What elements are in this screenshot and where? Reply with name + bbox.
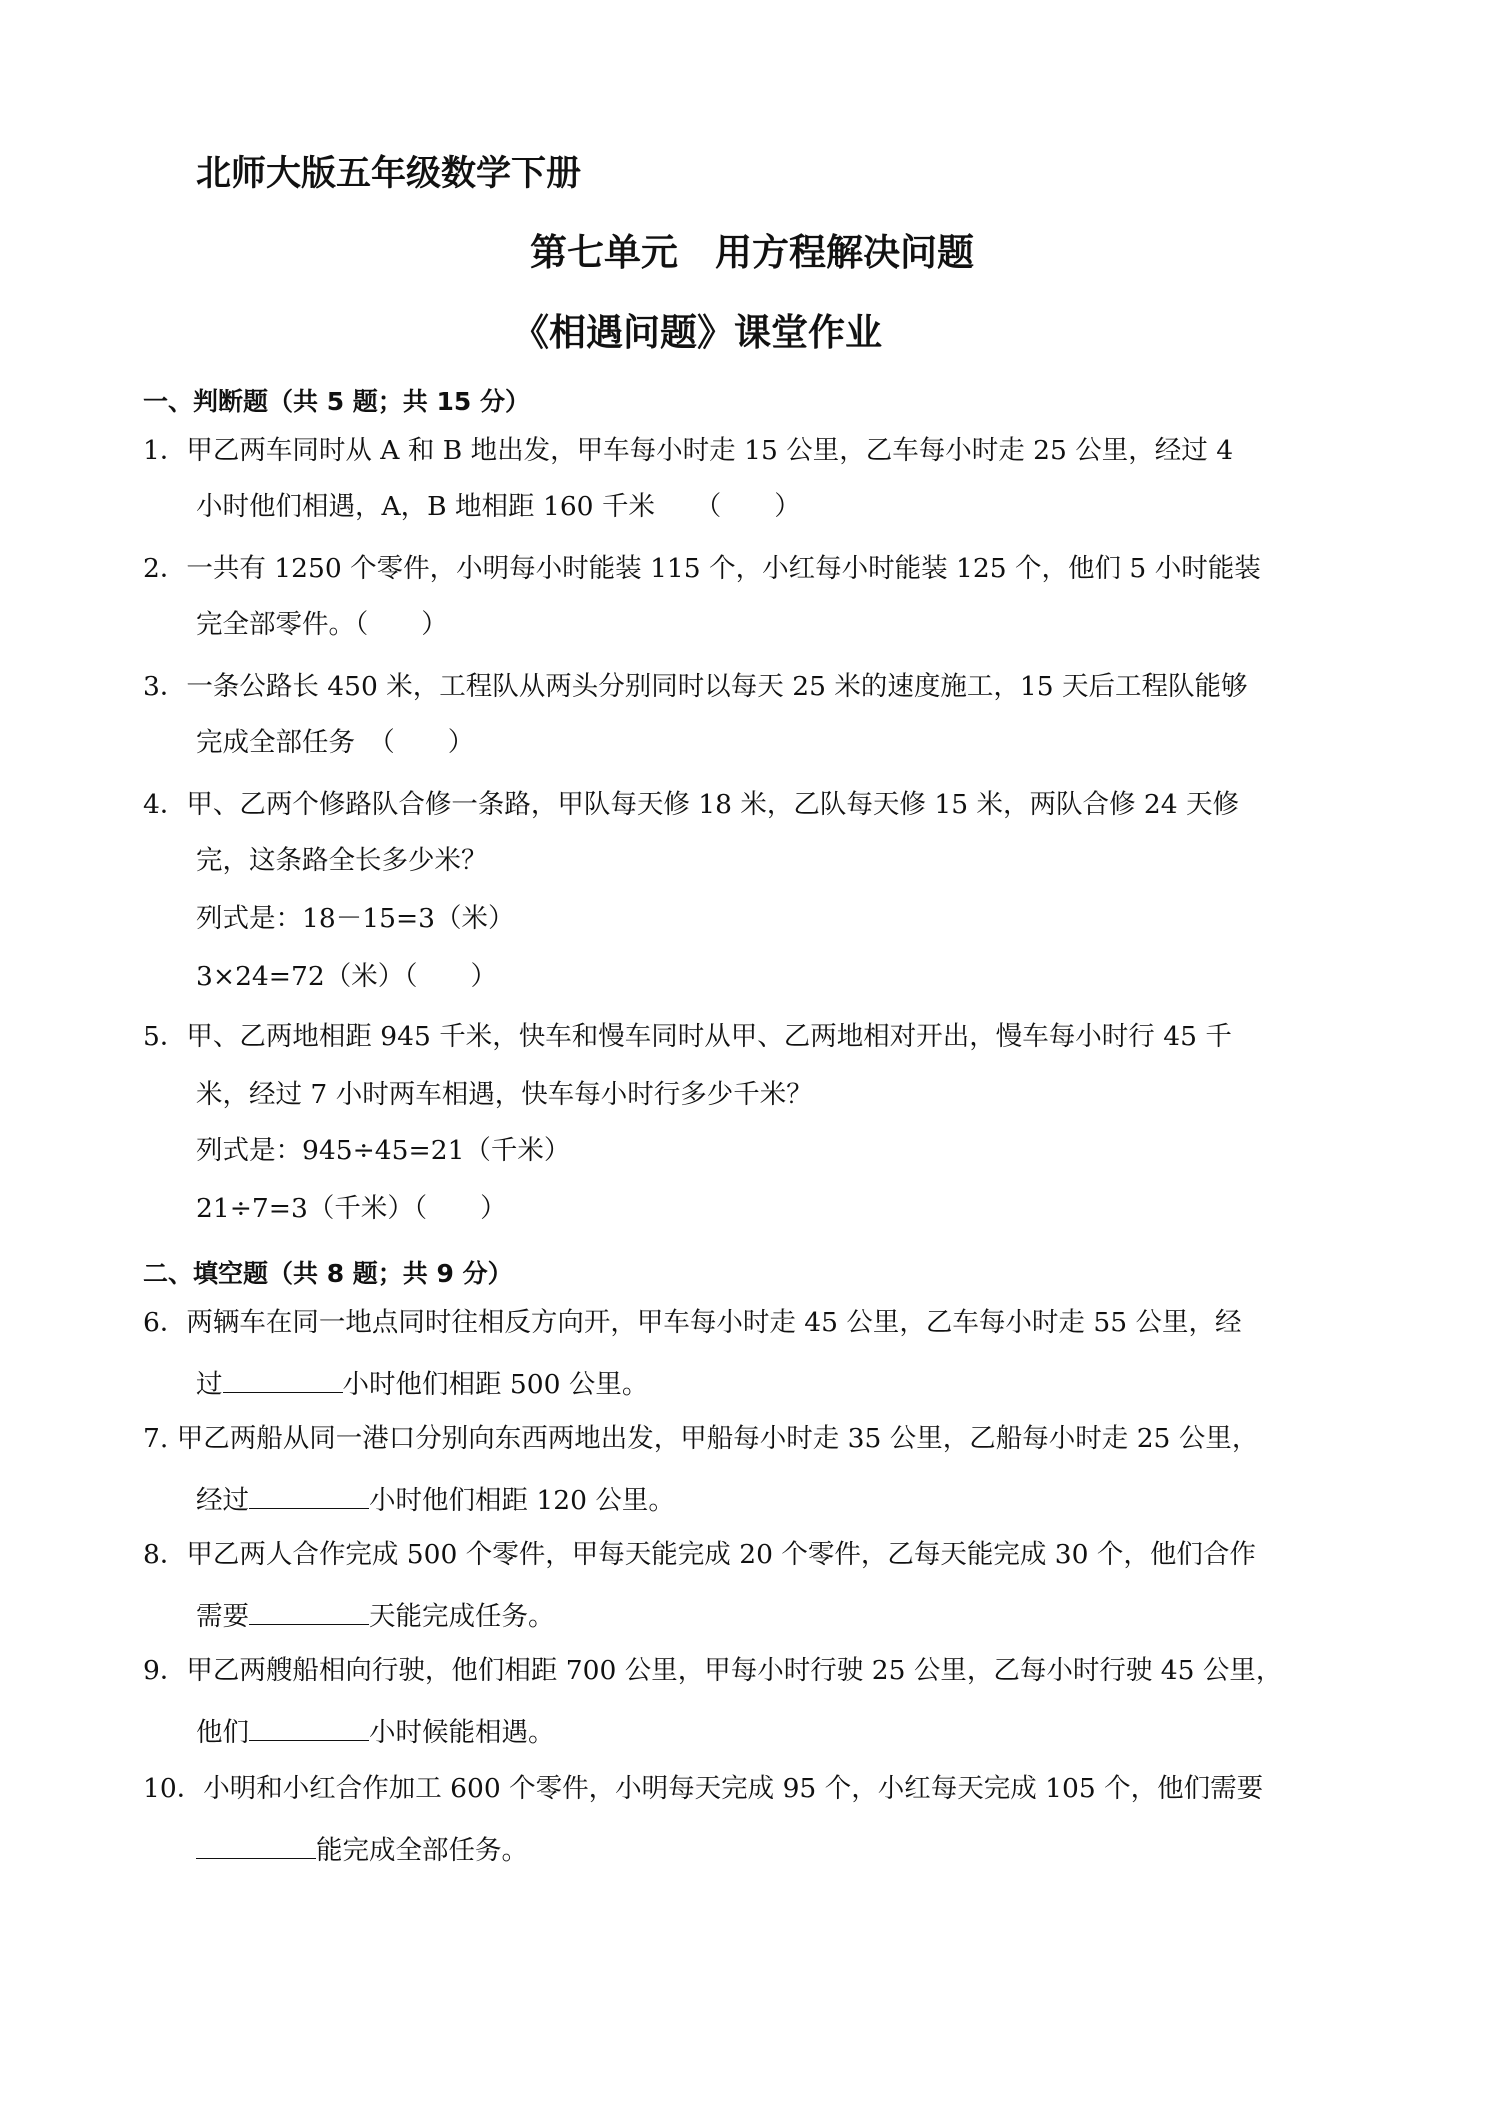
question-4-line-2: 完，这条路全长多少米？ [196,845,488,876]
question-5-formula-1: 列式是：945÷45=21（千米） [196,1135,571,1166]
question-9-line-1: 9．甲乙两艘船相向行驶，他们相距 700 公里，甲每小时行驶 25 公里，乙每小时行驶 45 公里， [143,1655,1283,1686]
question-4-formula-2: 3×24=72（米）（ ） [196,961,497,992]
section-heading-true-false: 一、判断题（共 5 题；共 15 分） [143,387,531,416]
question-6-prefix: 过 [196,1369,223,1400]
question-8-prefix: 需要 [196,1601,249,1632]
question-8-answer-blank[interactable] [249,1600,369,1625]
question-8-line-2 [196,1600,555,1631]
question-5-line-2: 米，经过 7 小时两车相遇，快车每小时行多少千米？ [196,1079,813,1110]
question-5-line-1: 5．甲、乙两地相距 945 千米，快车和慢车同时从甲、乙两地相对开出，慢车每小时行 45 千 [143,1021,1232,1052]
question-6-line-1: 6．两辆车在同一地点同时往相反方向开，甲车每小时走 45 公里，乙车每小时走 55 公里，经 [143,1307,1242,1338]
question-10-answer-blank[interactable] [196,1834,316,1859]
question-2-line-2: 完全部零件。（ ） [196,609,448,640]
question-7-suffix: 小时他们相距 120 公里。 [369,1485,675,1516]
question-10-line-1: 10．小明和小红合作加工 600 个零件，小明每天完成 95 个，小红每天完成 105 个，他们需要 [143,1773,1264,1804]
question-7-line-2 [196,1484,675,1515]
question-1-line-1: 1．甲乙两车同时从 A 和 B 地出发，甲车每小时走 15 公里，乙车每小时走 25 公里，经过 4 [143,435,1234,466]
question-10-line-2 [196,1834,528,1865]
question-9-line-2 [196,1716,555,1747]
question-3-line-1: 3．一条公路长 450 米，工程队从两头分别同时以每天 25 米的速度施工，15 天后工程队能够 [143,671,1248,702]
question-3-line-2: 完成全部任务 （ ） [196,727,475,758]
question-9-prefix: 他们 [196,1717,249,1748]
question-8-line-1: 8．甲乙两人合作完成 500 个零件，甲每天能完成 20 个零件，乙每天能完成 30 个，他们合作 [143,1539,1256,1570]
lesson-title: 《相遇问题》课堂作业 [512,311,882,354]
question-1-line-2: 小时他们相遇，A，B 地相距 160 千米 （ ） [196,491,801,522]
question-8-suffix: 天能完成任务。 [369,1601,555,1632]
unit-title: 第七单元 用方程解决问题 [530,231,974,274]
question-7-answer-blank[interactable] [249,1484,369,1509]
section-heading-fill-blank: 二、填空题（共 8 题；共 9 分） [143,1259,513,1288]
question-9-suffix: 小时候能相遇。 [369,1717,555,1748]
question-7-prefix: 经过 [196,1485,249,1516]
question-6-line-2 [196,1368,648,1399]
question-9-answer-blank[interactable] [249,1716,369,1741]
question-4-line-1: 4．甲、乙两个修路队合修一条路，甲队每天修 18 米，乙队每天修 15 米，两队合修 24 天修 [143,789,1240,820]
question-7-line-1: 7. 甲乙两船从同一港口分别向东西两地出发，甲船每小时走 35 公里，乙船每小时走 25 公里， [143,1423,1259,1454]
question-5-formula-2: 21÷7=3（千米）（ ） [196,1193,507,1224]
question-6-answer-blank[interactable] [223,1368,343,1393]
question-4-formula-1: 列式是：18－15=3（米） [196,903,515,934]
book-title: 北师大版五年级数学下册 [196,154,582,194]
question-10-suffix: 能完成全部任务。 [316,1835,528,1866]
question-2-line-1: 2．一共有 1250 个零件，小明每小时能装 115 个，小红每小时能装 125 个，他们 5 小时能装 [143,553,1261,584]
question-6-suffix: 小时他们相距 500 公里。 [342,1369,649,1400]
